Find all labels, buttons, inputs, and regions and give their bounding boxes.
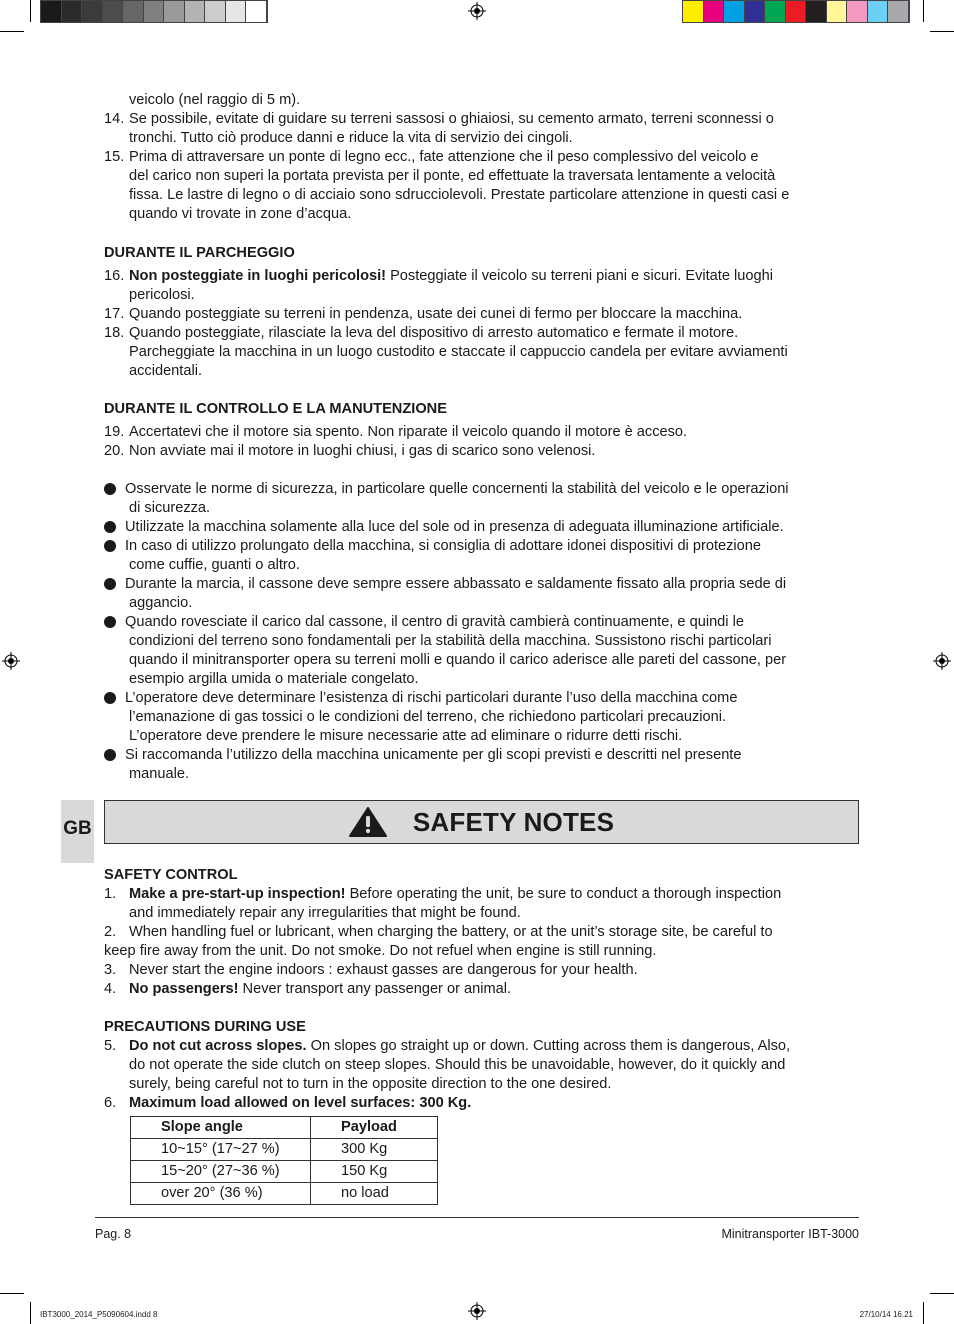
list-item: 18. Quando posteggiate, rilasciate la leva del dispositivo di arresto automatico e fermate il motore. Parcheggiate la macchina in un luogo custodito e staccate il cappuccio candela per evitare avviamenti accidentali. (104, 325, 788, 379)
bullet-item: Si raccomanda l’utilizzo della macchina unicamente per gli scopi previsti e descritti nel presente manuale. (104, 746, 859, 784)
list-item: 15. Prima di attraversare un ponte di legno ecc., fate attenzione che il peso complessivo del veicolo e del carico non superi la portata prevista per il ponte, ed effettuate la traversata lentamente a velocità fissa. Le lastre di legno o di acciaio sono sdrucciolevoli. Prestate particolare attenzione in questi casi e quando vi trovate in zone d’acqua. (104, 149, 790, 222)
slug-timestamp: 27/10/14 16.21 (859, 1310, 913, 1319)
list-item: 20. Non avviate mai il motore in luoghi chiusi, i gas di scarico sono velenosi. (104, 443, 596, 459)
color-swatch (745, 1, 766, 22)
color-swatch (827, 1, 848, 22)
table-row (131, 1161, 438, 1183)
crop-mark (30, 1302, 31, 1324)
registration-mark-icon (468, 2, 486, 20)
italian-safety-section (104, 91, 859, 784)
registration-mark-icon (2, 652, 20, 670)
crop-mark (923, 1302, 924, 1324)
bullet-dot-icon (104, 692, 116, 704)
crop-mark (930, 31, 954, 32)
list-item: 16. Non posteggiate in luoghi pericolosi! Posteggiate il veicolo su terreni piani e sicuri. Evitate luoghi pericolosi. (104, 268, 773, 303)
crop-mark (923, 0, 924, 22)
color-swatch (246, 1, 267, 22)
list-item: 4. No passengers! Never transport any passenger or animal. (104, 981, 512, 997)
crop-mark (0, 1293, 24, 1294)
color-swatch (847, 1, 868, 22)
table-cell: 15~20° (27~36 %) (131, 1161, 311, 1183)
bullet-list (104, 480, 859, 784)
banner-title: SAFETY NOTES (412, 806, 615, 837)
table-cell: 10~15° (17~27 %) (131, 1139, 311, 1161)
color-swatch (226, 1, 247, 22)
color-swatch (806, 1, 827, 22)
section-heading-maintenance: DURANTE IL CONTROLLO E LA MANUTENZIONE (104, 401, 447, 417)
color-swatch (765, 1, 786, 22)
product-name: Minitransporter IBT-3000 (721, 1227, 859, 1241)
slug-filename: IBT3000_2014_P5090604.indd 8 (40, 1310, 158, 1319)
bullet-dot-icon (104, 483, 116, 495)
bullet-item: Durante la marcia, il cassone deve sempre essere abbassato e saldamente fissato alla propria sede di aggancio. (104, 575, 859, 613)
color-swatch (103, 1, 124, 22)
color-swatch (888, 1, 909, 22)
list-item: 5. Do not cut across slopes. On slopes go straight up or down. Cutting across them is dangerous, Also, do not operate the side clutch on steep slopes. Should this be unavoidable, however, do it quickly and surely, being careful not to turn in the opposite direction to the one desired. (104, 1038, 791, 1092)
bullet-dot-icon (104, 749, 116, 761)
color-swatch (683, 1, 704, 22)
grayscale-color-bar (40, 0, 268, 23)
list-item: 6. Maximum load allowed on level surfaces: 300 Kg. (104, 1095, 472, 1111)
bullet-dot-icon (104, 521, 116, 533)
table-header-row (131, 1117, 438, 1139)
bullet-dot-icon (104, 578, 116, 590)
registration-mark-icon (933, 652, 951, 670)
list-item: 14. Se possibile, evitate di guidare su terreni sassosi o ghiaiosi, su cemento armato, terreni sconnessi o tronchi. Tutto ciò produce danni e riduce la vita di servizio dei cingoli. (104, 111, 774, 146)
bullet-item: In caso di utilizzo prolungato della macchina, si consiglia di adottare idonei dispositivi di protezione come cuffie, guanti o altro. (104, 537, 859, 575)
list-item: 1. Make a pre-start-up inspection! Before operating the unit, be sure to conduct a thorough inspection and immediately repair any irregularities that might be found. (104, 886, 782, 921)
crop-mark (30, 0, 31, 22)
column-header: Payload (311, 1117, 438, 1139)
color-swatch (704, 1, 725, 22)
list-item: 3. Never start the engine indoors : exhaust gasses are dangerous for your health. (104, 962, 638, 978)
registration-mark-icon (468, 1302, 486, 1320)
footer-divider (95, 1217, 859, 1218)
section-heading-precautions: PRECAUTIONS DURING USE (104, 1019, 306, 1035)
color-swatch (205, 1, 226, 22)
table-row (131, 1183, 438, 1205)
bullet-dot-icon (104, 540, 116, 552)
bullet-item: Quando rovesciate il carico dal cassone, il centro di gravità cambierà continuamente, e quindi le condizioni del terreno sono fondamentali per la stabilità della macchina. Sussistono rischi particolari quando il minitransporter opera su terreni molli e quando il carico aderisce alle pareti del cassone, per esempio argilla umida o materiale congelato. (104, 613, 859, 689)
bullet-item: Utilizzate la macchina solamente alla luce del sole od in presenza di adeguata illuminazione artificiale. (104, 518, 859, 537)
language-tab: GB (61, 800, 94, 863)
table-cell: 300 Kg (311, 1139, 438, 1161)
bullet-dot-icon (104, 616, 116, 628)
color-swatch (82, 1, 103, 22)
color-swatch (868, 1, 889, 22)
safety-notes-banner (104, 800, 859, 844)
slope-payload-table (130, 1116, 438, 1205)
color-swatch (185, 1, 206, 22)
color-swatch (786, 1, 807, 22)
bullet-item: L’operatore deve determinare l’esistenza di rischi particolari durante l’uso della macchina come l’emanazione di gas tossici o le condizioni del terreno, che richiedono particolari precauzioni. L’operatore deve prendere le misure necessarie atte ad eliminare o ridurre detti rischi. (104, 689, 859, 746)
list-item: 2. When handling fuel or lubricant, when charging the battery, or at the unit’s storage site, be careful to keep fire away from the unit. Do not smoke. Do not refuel when engine is still running. (104, 924, 773, 959)
warning-icon (349, 807, 387, 837)
list-item: 19. Accertatevi che il motore sia spento. Non riparate il veicolo quando il motore è acceso. (104, 424, 688, 440)
color-swatch (144, 1, 165, 22)
section-heading-safety-control: SAFETY CONTROL (104, 867, 238, 883)
table-row (131, 1139, 438, 1161)
cmyk-color-bar (682, 0, 910, 23)
list-item: 17. Quando posteggiate su terreni in pendenza, usate dei cunei di fermo per bloccare la macchina. (104, 306, 743, 322)
section-heading-parking: DURANTE IL PARCHEGGIO (104, 245, 295, 261)
table-cell: over 20° (36 %) (131, 1183, 311, 1205)
color-swatch (164, 1, 185, 22)
table-cell: 150 Kg (311, 1161, 438, 1183)
crop-mark (0, 31, 24, 32)
bullet-item: Osservate le norme di sicurezza, in particolare quelle concernenti la stabilità del veicolo e le operazioni di sicurezza. (104, 480, 859, 518)
color-swatch (724, 1, 745, 22)
column-header: Slope angle (131, 1117, 311, 1139)
english-safety-section (104, 866, 859, 1205)
table-cell: no load (311, 1183, 438, 1205)
color-swatch (41, 1, 62, 22)
crop-mark (930, 1293, 954, 1294)
color-swatch (123, 1, 144, 22)
color-swatch (62, 1, 83, 22)
page-number: Pag. 8 (95, 1227, 132, 1241)
intro-line: veicolo (nel raggio di 5 m). (129, 92, 301, 108)
